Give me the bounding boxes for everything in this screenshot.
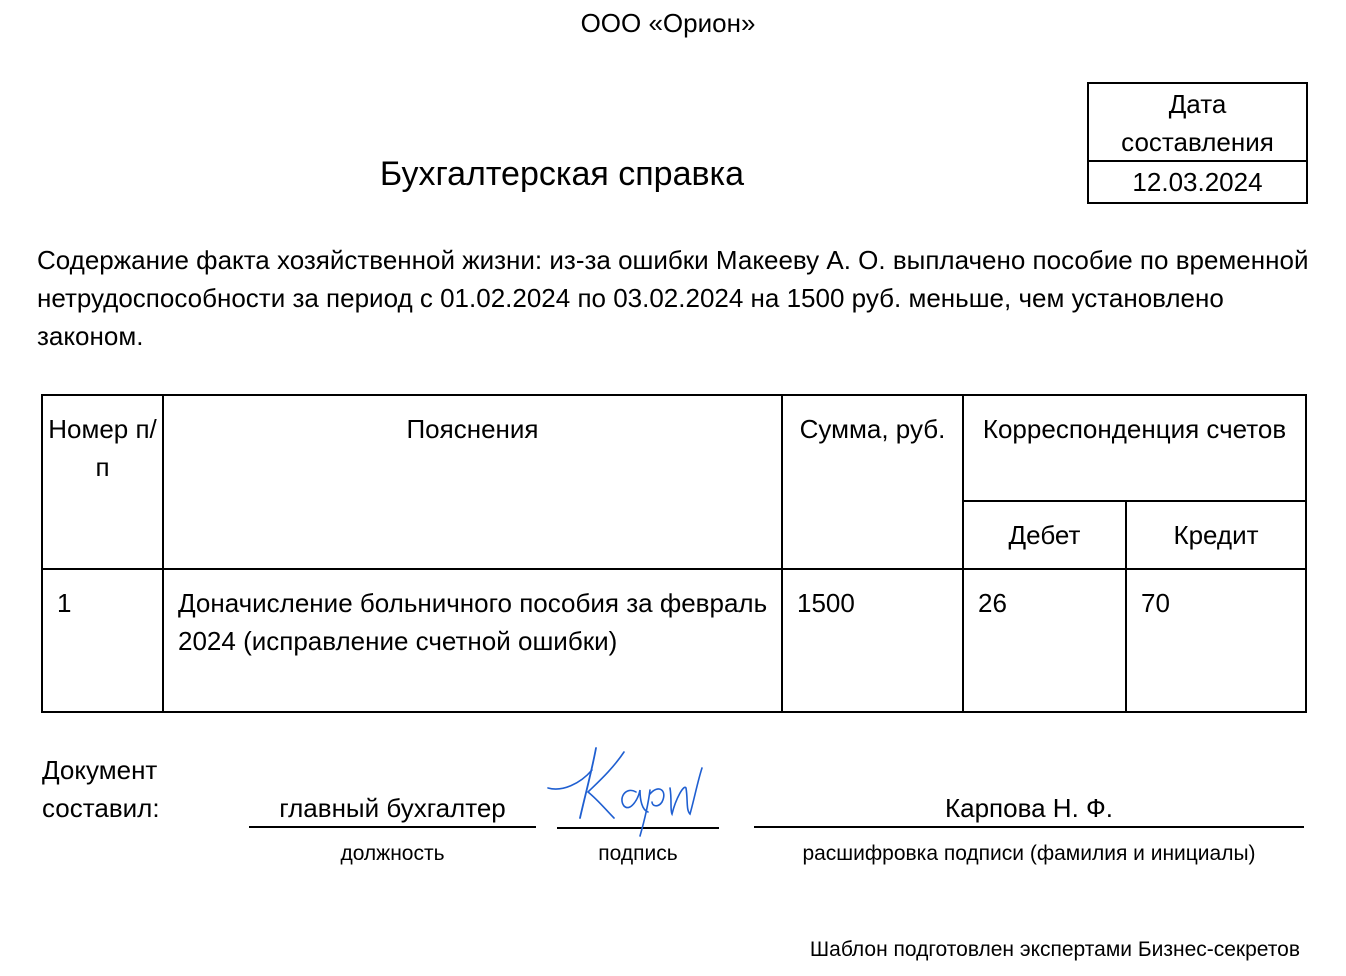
header-number: Номер п/п bbox=[42, 395, 163, 569]
position-field: главный бухгалтер bbox=[249, 790, 536, 828]
header-debit: Дебет bbox=[963, 501, 1126, 569]
table-header-row bbox=[42, 395, 1306, 501]
footer-note: Шаблон подготовлен экспертами Бизнес-секретов bbox=[809, 938, 1300, 961]
date-label bbox=[1089, 84, 1306, 162]
row-sum: 1500 bbox=[782, 569, 963, 712]
date-box bbox=[1087, 82, 1308, 204]
header-explanation: Пояснения bbox=[163, 395, 782, 569]
header-sum: Сумма, руб. bbox=[782, 395, 963, 569]
table-row bbox=[42, 569, 1306, 712]
signoff-label-line2: составил: bbox=[42, 793, 160, 823]
signature-caption: подпись bbox=[598, 842, 678, 865]
header-correspondence: Корреспонденция счетов bbox=[963, 395, 1306, 501]
row-credit: 70 bbox=[1126, 569, 1306, 712]
name-caption: расшифровка подписи (фамилия и инициалы) bbox=[802, 842, 1256, 865]
date-label-line2: составления bbox=[1121, 127, 1274, 157]
entries-table bbox=[41, 394, 1307, 713]
document-title: Бухгалтерская справка bbox=[379, 155, 745, 193]
name-field: Карпова Н. Ф. bbox=[754, 790, 1304, 828]
signoff-label-line1: Документ bbox=[42, 755, 158, 785]
organization-name: ООО «Орион» bbox=[580, 8, 756, 38]
position-caption: должность bbox=[340, 842, 445, 865]
row-debit: 26 bbox=[963, 569, 1126, 712]
header-credit: Кредит bbox=[1126, 501, 1306, 569]
row-explanation: Доначисление больничного пособия за февраль 2024 (исправление счетной ошибки) bbox=[163, 569, 782, 712]
row-number: 1 bbox=[42, 569, 163, 712]
date-label-line1: Дата bbox=[1168, 89, 1227, 119]
signoff-label bbox=[42, 751, 160, 827]
content-text: Содержание факта хозяйственной жизни: из-за ошибки Макееву А. О. выплачено пособие по временной нетрудоспособности за период с 01.02.2024 по 03.02.2024 на 1500 руб. меньше, чем установлено законом. bbox=[37, 245, 1309, 351]
signature-image bbox=[540, 740, 710, 840]
date-value: 12.03.2024 bbox=[1132, 167, 1263, 197]
